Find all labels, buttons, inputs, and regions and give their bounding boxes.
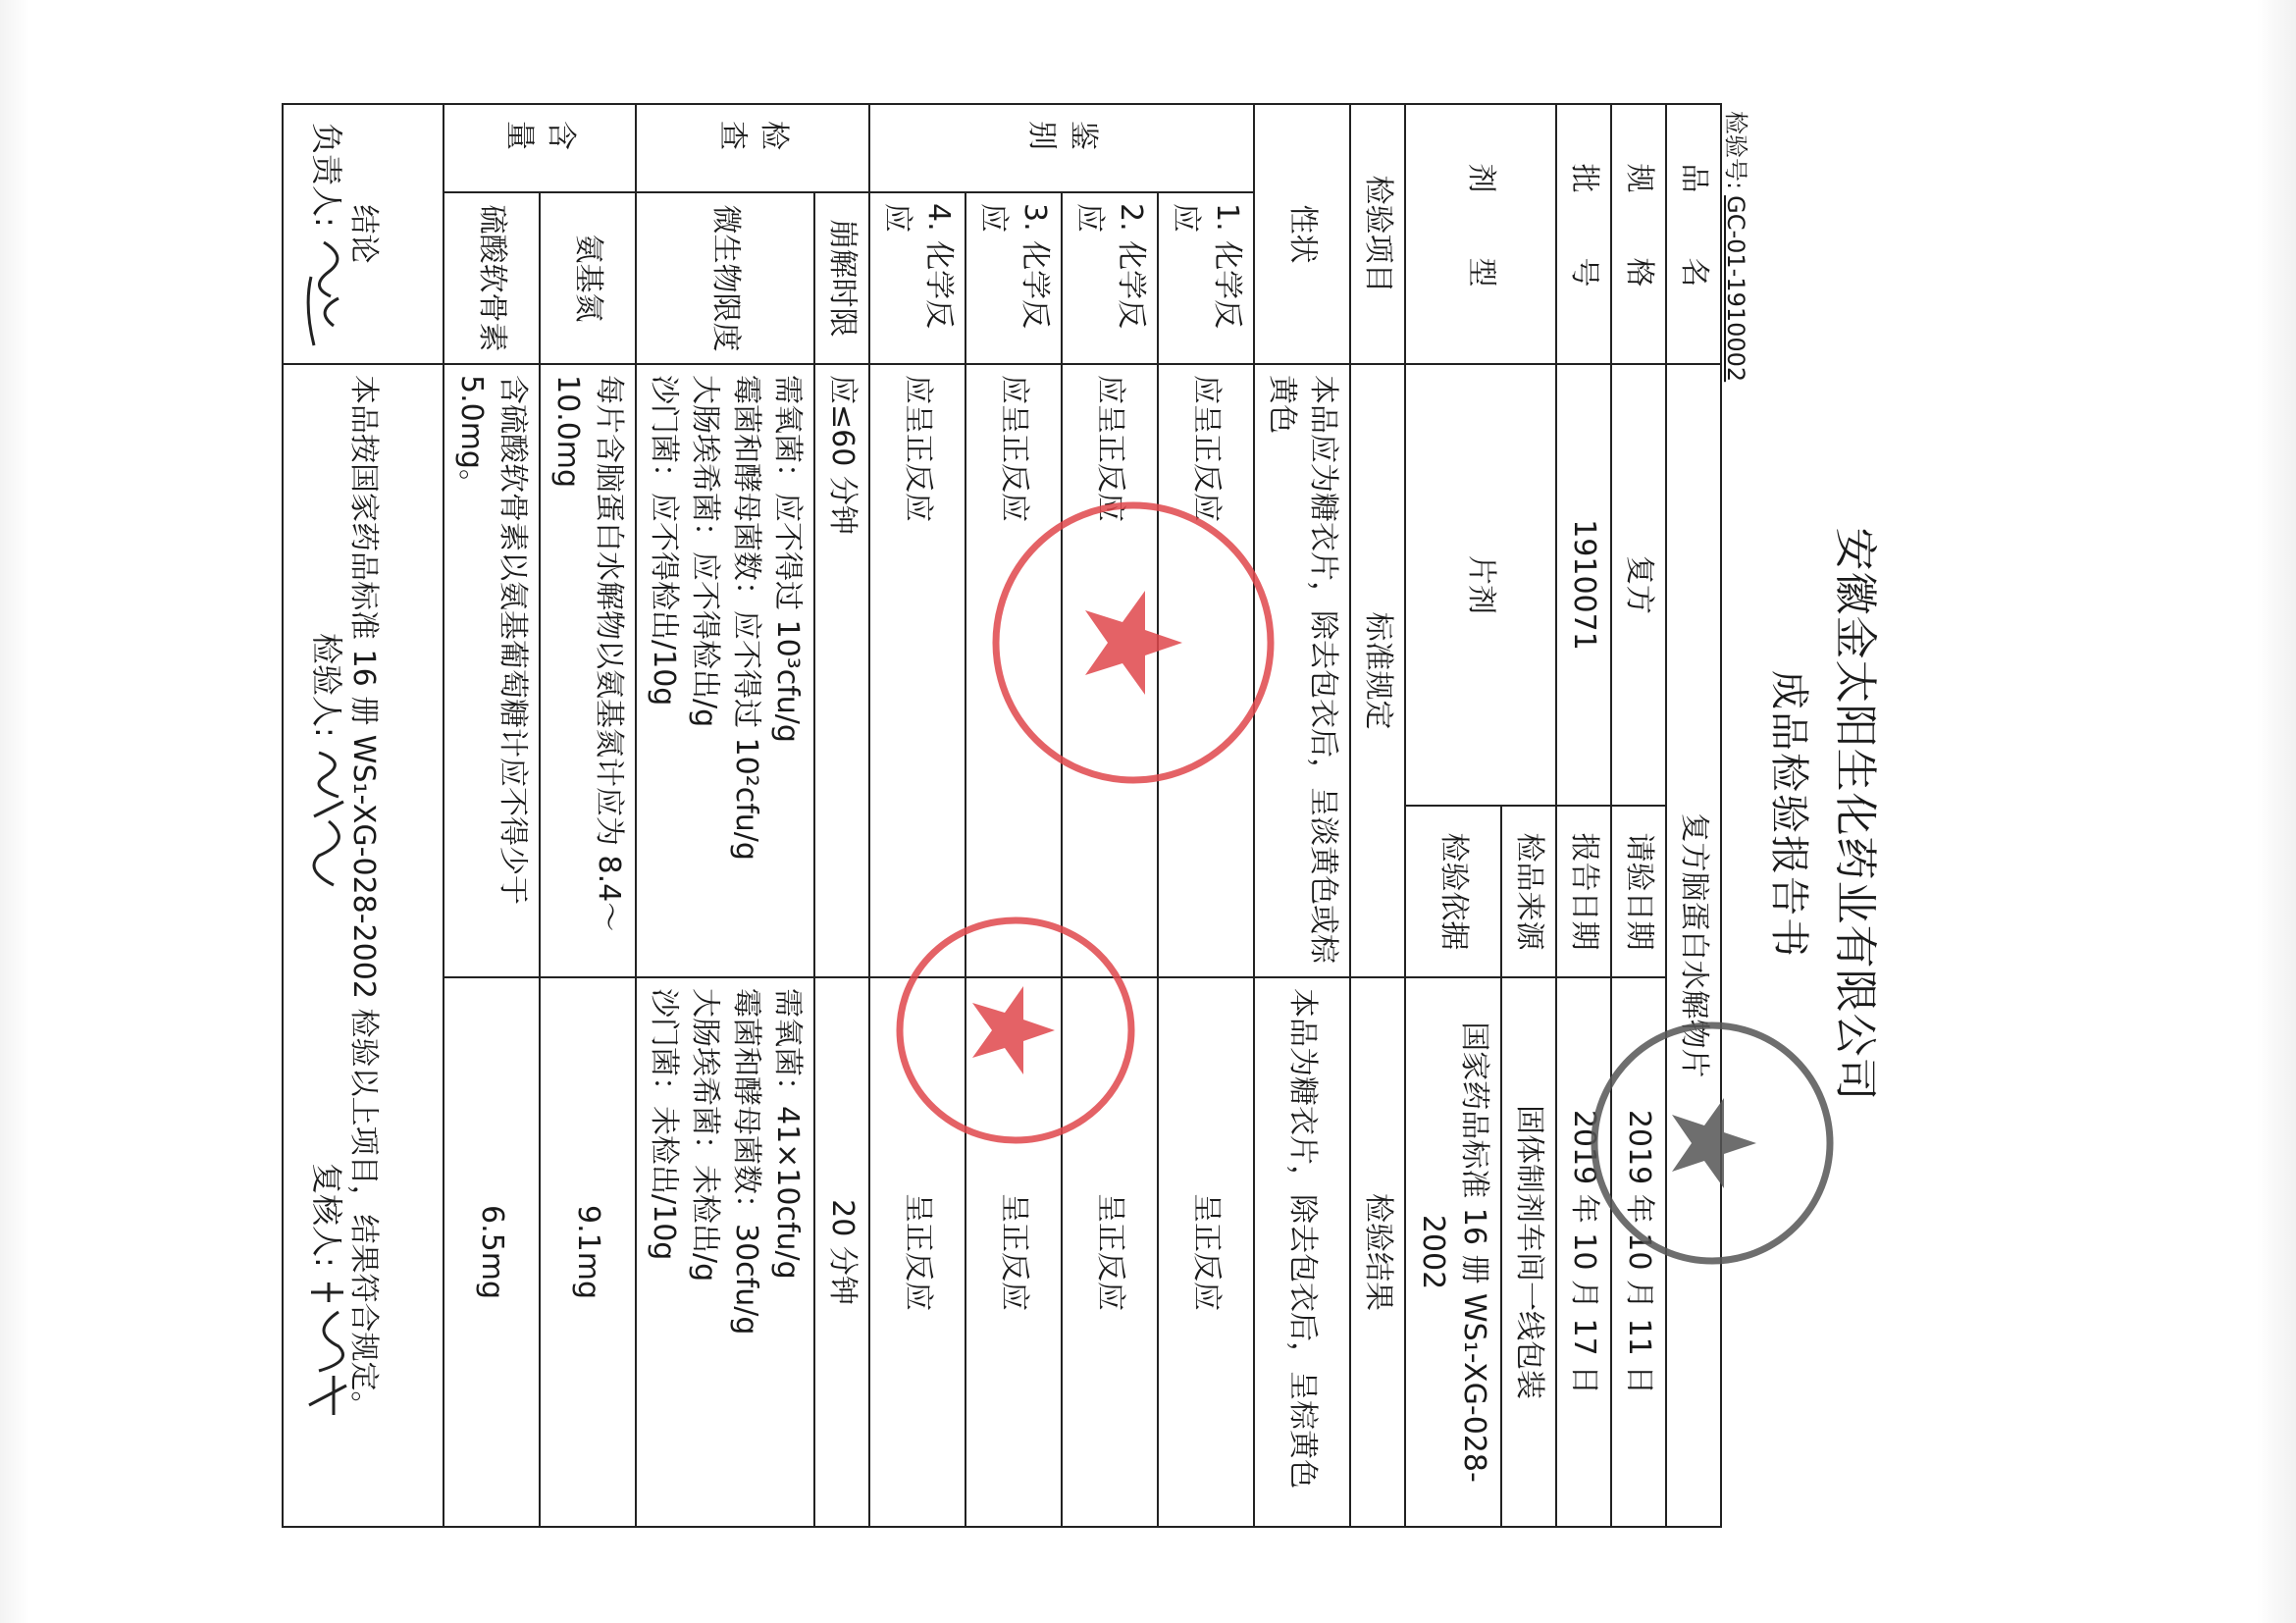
responsible-label: 负责人: — [308, 123, 345, 228]
test-date-value: 2019 年 10 月 11 日 — [1611, 977, 1666, 1527]
microbial-result-line: 需氧菌：41×10cfu/g — [770, 988, 805, 1280]
info-row-batch — [1556, 104, 1611, 1527]
spec-value: 复方 — [1611, 364, 1666, 806]
product-name-label: 品 名 — [1666, 104, 1721, 364]
inspection-table — [282, 103, 1722, 1528]
report-date-value: 2019 年 10 月 17 日 — [1556, 977, 1611, 1527]
header-standard: 标准规定 — [1350, 364, 1405, 977]
identification-item: 1. 化学反应 — [1158, 192, 1254, 364]
microbial-result-line: 沙门菌：未检出/10g — [647, 988, 681, 1261]
red-quality-seal-icon — [986, 496, 1280, 790]
basis-label: 检验依据 — [1405, 806, 1501, 977]
handwritten-signature-icon — [299, 237, 358, 355]
identification-item: 3. 化学反应 — [965, 192, 1062, 364]
microbial-standard-line: 大肠埃希菌：应不得检出/g — [688, 375, 722, 728]
row-disintegration — [814, 104, 869, 1527]
row-microbial — [636, 104, 814, 1527]
examination-category: 检查 — [636, 104, 869, 192]
company-name: 安徽金太阳生化药业有限公司 — [1830, 527, 1880, 1102]
test-date-label: 请验日期 — [1611, 806, 1666, 977]
conclusion-text: 本品按国家药品标准 16 册 WS₁-XG-028-2002 检验以上项目，结果符合规定。 — [283, 364, 444, 1527]
row-identification-1 — [1158, 104, 1254, 1527]
row-identification-2 — [1062, 104, 1158, 1527]
table-header-row — [1350, 104, 1405, 1527]
report-title: 成品检验报告书 — [1766, 670, 1811, 959]
disintegration-item: 崩解时限 — [814, 192, 869, 364]
amino-n-result: 9.1mg — [540, 977, 636, 1527]
identification-result: 呈正反应 — [965, 977, 1062, 1527]
info-row-spec — [1611, 104, 1666, 1527]
disintegration-result: 20 分钟 — [814, 977, 869, 1527]
appearance-standard: 本品应为糖衣片，除去包衣后，呈淡黄色或棕黄色 — [1254, 364, 1350, 977]
appearance-item: 性状 — [1254, 104, 1350, 364]
source-label: 检品来源 — [1501, 806, 1556, 977]
appearance-result: 本品为糖衣片，除去包衣后，呈棕黄色 — [1254, 977, 1350, 1527]
doc-number-value: GC-01-1910002 — [1722, 195, 1749, 383]
product-name-value: 复方脑蛋白水解物片 — [1666, 364, 1721, 1527]
microbial-item: 微生物限度 — [636, 192, 814, 364]
row-identification-4 — [869, 104, 965, 1527]
chondroitin-item: 硫酸软骨素 — [444, 192, 540, 364]
chondroitin-result: 6.5mg — [444, 977, 540, 1527]
disintegration-standard: 应≤60 分钟 — [814, 364, 869, 977]
form-value: 片剂 — [1405, 364, 1556, 806]
row-chondroitin — [444, 104, 540, 1527]
microbial-standard-line: 霉菌和酵母菌数：应不得过 10²cfu/g — [729, 375, 763, 861]
row-identification-3 — [965, 104, 1062, 1527]
gray-company-seal-icon — [1585, 1016, 1840, 1271]
header-result: 检验结果 — [1350, 977, 1405, 1527]
batch-label: 批 号 — [1556, 104, 1611, 364]
identification-result: 呈正反应 — [1158, 977, 1254, 1527]
row-amino-n — [540, 104, 636, 1527]
microbial-standard — [636, 364, 814, 977]
inspector-label: 检验人: — [308, 633, 345, 738]
identification-category: 鉴别 — [869, 104, 1254, 192]
info-row-product — [1666, 104, 1721, 1527]
identification-standard: 应呈正反应 — [869, 364, 965, 977]
chondroitin-standard: 含硫酸软骨素以氨基葡萄糖计应不得少于 5.0mg。 — [444, 364, 540, 977]
report-document — [270, 103, 1918, 1526]
red-quality-seal-small-icon — [888, 908, 1143, 1153]
content-category: 含量 — [444, 104, 636, 192]
handwritten-signature-icon — [299, 748, 358, 895]
identification-item: 4. 化学反应 — [869, 192, 965, 364]
signature-row — [289, 103, 358, 1526]
inspector-signature — [299, 633, 358, 895]
doc-number-label: 检验号: — [1722, 111, 1749, 190]
microbial-result-line: 霉菌和酵母菌数：30cfu/g — [729, 988, 763, 1335]
reviewer-label: 复核人: — [308, 1163, 345, 1268]
microbial-result — [636, 977, 814, 1527]
handwritten-signature-icon — [299, 1278, 358, 1425]
identification-standard: 应呈正反应 — [1158, 364, 1254, 977]
header-item: 检验项目 — [1350, 104, 1405, 364]
identification-item: 2. 化学反应 — [1062, 192, 1158, 364]
basis-value: 国家药品标准 16 册 WS₁-XG-028-2002 — [1405, 977, 1501, 1527]
report-date-label: 报告日期 — [1556, 806, 1611, 977]
identification-result: 呈正反应 — [869, 977, 965, 1527]
doc-number — [1721, 111, 1755, 382]
info-row-form — [1501, 104, 1556, 1527]
microbial-result-line: 大肠埃希菌：未检出/g — [688, 988, 722, 1283]
conclusion-label: 结论 — [283, 104, 444, 364]
identification-result: 呈正反应 — [1062, 977, 1158, 1527]
identification-standard: 应呈正反应 — [1062, 364, 1158, 977]
form-label: 剂 型 — [1405, 104, 1556, 364]
spec-label: 规 格 — [1611, 104, 1666, 364]
reviewer-signature — [299, 1163, 358, 1425]
row-appearance — [1254, 104, 1350, 1527]
amino-n-item: 氨基氮 — [540, 192, 636, 364]
batch-value: 1910071 — [1556, 364, 1611, 806]
amino-n-standard: 每片含脑蛋白水解物以氨基氮计应为 8.4～10.0mg — [540, 364, 636, 977]
source-value: 固体制剂车间一线包装 — [1501, 977, 1556, 1527]
responsible-signature — [299, 123, 358, 355]
microbial-standard-line: 沙门菌：应不得检出/10g — [647, 375, 681, 707]
identification-standard: 应呈正反应 — [965, 364, 1062, 977]
microbial-standard-line: 需氧菌：应不得过 10³cfu/g — [770, 375, 805, 743]
